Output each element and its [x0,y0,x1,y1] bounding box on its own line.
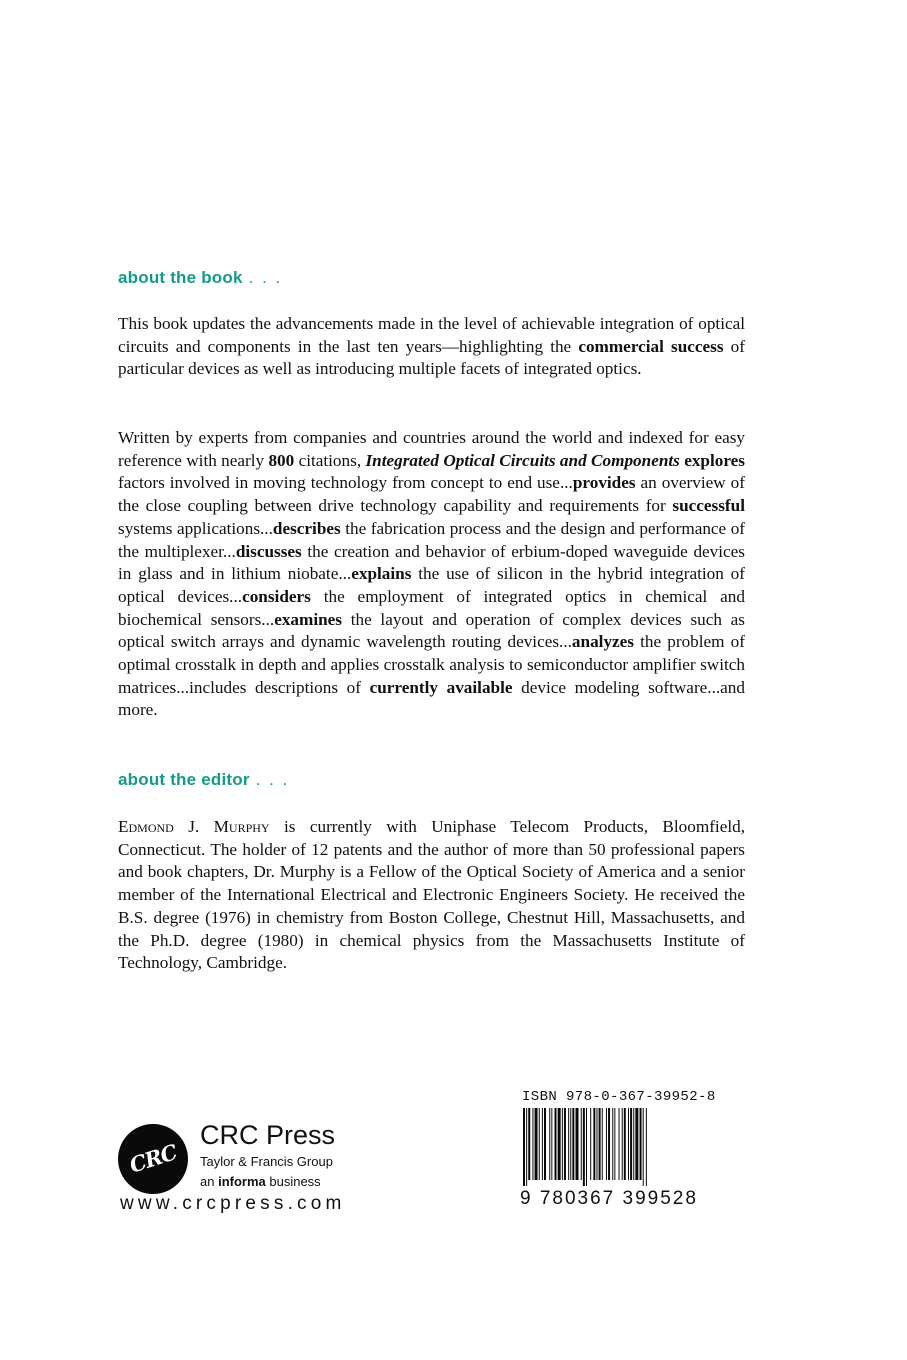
p1-text-a: This book updates the advancements made in the level of achievable integration of optical circuits and components in the last ten years—highlighting the [118,314,745,356]
p2-run-17: the employment of integrated optics in chemical and biochemical sensors... [118,586,745,629]
about-book-paragraph-2 [118,427,745,722]
publisher-url: www.crcpress.com [120,1193,346,1214]
about-editor-heading-text: about the editor [118,770,250,789]
crc-logo-text: CRC [126,1139,180,1178]
barcode-bar [612,1108,613,1180]
barcode-bar [602,1108,603,1180]
barcode-bar [614,1108,615,1180]
barcode-bar [572,1108,574,1180]
barcode-bar [551,1108,552,1180]
p2-run-14: explains [351,564,412,584]
p2-run-20: analyzes [571,632,634,652]
p2-run-3: Integrated Optical Circuits and Components [365,450,680,470]
p2-run-5: factors involved in moving technology from concept to end use... [118,473,573,493]
barcode-bar [583,1108,585,1186]
about-book-heading [118,268,282,288]
barcode-bar [624,1108,626,1180]
barcode-bar [564,1108,566,1180]
about-book-heading-text: about the book [118,268,243,287]
barcode-bar [581,1108,582,1180]
p2-run-11: the fabrication process and the design and performance of the multiplexer... [118,518,746,561]
about-book-paragraph-1 [118,313,745,381]
barcode-bar [568,1108,569,1180]
publisher-name: CRC Press [200,1120,336,1150]
barcode-bar [544,1108,546,1180]
p2-run-1: 800 [268,450,295,470]
barcode-bar [593,1108,595,1180]
informa-bold: informa [218,1174,266,1189]
p2-run-15: the use of silicon in the hybrid integration of optical devices... [118,564,745,606]
p2-run-12: discusses [235,541,302,561]
p2-run-9: systems applications... [118,518,273,538]
informa-prefix: an [200,1174,219,1189]
barcode-bar [526,1108,527,1186]
barcode-bar [523,1108,525,1186]
p2-run-8: successful [672,496,745,516]
informa-suffix: business [265,1174,321,1189]
barcode-bar [597,1108,598,1180]
p2-run-4: explores [679,450,745,470]
barcode-bar [628,1108,629,1180]
barcode-bar [539,1108,540,1180]
publisher-informa [200,1174,321,1189]
p2-run-7: an overview of the close coupling between drive technology capability and requirements for [118,473,745,516]
barcode-bar [606,1108,607,1180]
about-book-heading-dots: . . . [248,268,283,287]
p2-run-18: examines [274,609,342,629]
barcode-bar [528,1108,530,1180]
barcode-bar [646,1108,647,1186]
barcode-number: 9 780367 399528 [520,1188,698,1209]
p2-run-0: Written by experts from companies and countries around the world and indexed for easy reference with nearly [118,428,745,470]
barcode-bar [576,1108,579,1180]
barcode-bar [608,1108,610,1180]
barcode-bar [622,1108,623,1180]
p2-run-23: device modeling software...and more. [118,677,745,720]
editor-bio: is currently with Uniphase Telecom Products, Bloomfield, Connecticut. The holder of 12 patents and the author of more than 50 professional papers and book chapters, Dr. Murphy is a Fellow of the Optical Society of America and a senior member of the International Electrical and Electronic Engineers Society. He received the B.S. degree (1976) in chemistry from Boston College, Chestnut Hill, Massachusetts, and the Ph.D. degree (1980) in chemical physics from the Massachusetts Institute of Technology, Cambridge. [118,817,745,973]
p2-run-10: describes [272,518,341,538]
about-editor-heading-dots: . . . [255,770,290,789]
barcode-bar [549,1108,550,1180]
barcode-bar [558,1108,561,1180]
publisher-group: Taylor & Francis Group [200,1154,333,1169]
barcode-bar [586,1108,587,1186]
crc-logo [118,1124,188,1194]
barcode-bar [633,1108,634,1180]
barcode-bar [630,1108,632,1180]
barcode-bar [643,1108,644,1186]
isbn-text: ISBN 978-0-367-39952-8 [522,1089,716,1105]
p2-run-19: the layout and operation of complex devices such as optical switch arrays and dynamic wavelength routing devices... [118,609,745,652]
p1-text-bold: commercial success [578,336,724,356]
barcode-bar [532,1108,533,1180]
barcode-bar [619,1108,620,1180]
p1-text-c: of particular devices as well as introducing multiple facets of integrated optics. [118,336,745,379]
p2-run-2: citations, [294,450,366,470]
barcode-bar [635,1108,638,1180]
barcode-bar [590,1108,591,1180]
barcode-image [522,1108,744,1186]
about-editor-paragraph [118,816,745,975]
barcode-bar [555,1108,557,1180]
barcode-bar [570,1108,571,1180]
barcode-bar [640,1108,642,1180]
barcode-bar [542,1108,543,1180]
p2-run-22: currently available [369,677,513,697]
p2-run-21: the problem of optimal crosstalk in depth and applies crosstalk analysis to semiconductor amplifier switch matrices...includes descriptions of [118,632,745,697]
barcode-bar [535,1108,538,1180]
p2-run-6: provides [572,473,636,493]
barcode-bar [562,1108,563,1180]
editor-name: Edmond J. Murphy [118,817,270,836]
p2-run-13: the creation and behavior of erbium-doped waveguide devices in glass and in lithium niobate... [118,541,745,584]
p2-run-16: considers [242,586,311,606]
barcode-bar [599,1108,601,1180]
about-editor-heading [118,770,289,790]
